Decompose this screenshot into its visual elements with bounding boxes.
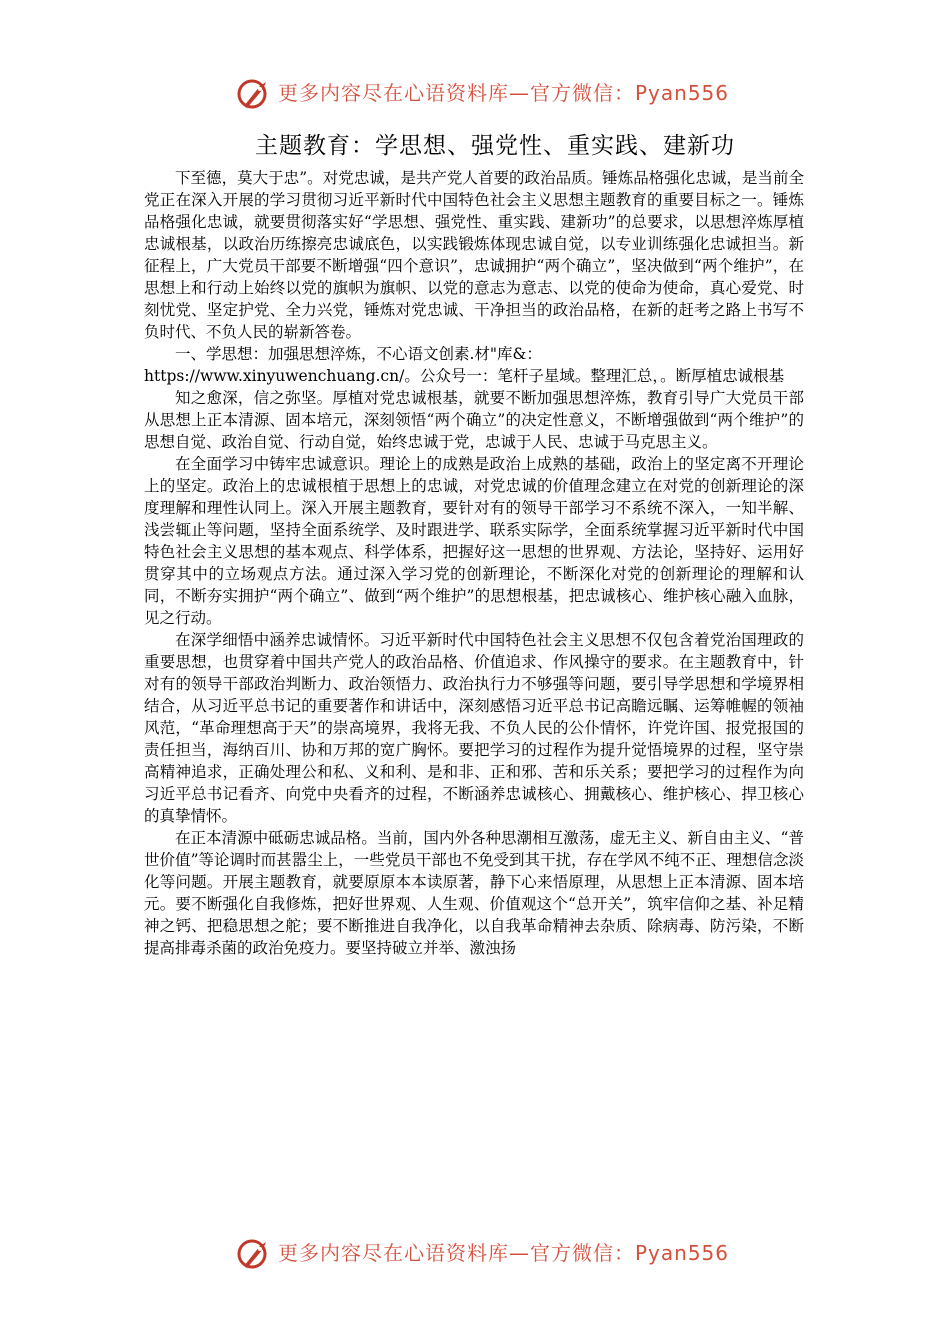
paragraph: 在全面学习中铸牢忠诚意识。理论上的成熟是政治上成熟的基础，政治上的坚定离不开理论上的坚定。政治上的忠诚根植于思想上的忠诚，对党忠诚的价值理念建立在对党的创新理论的深度理解和理性认同上。深入开展主题教育，要针对有的领导干部学习不系统不深入，一知半解、浅尝辄止等问题，坚持全面系统学、及时跟进学、联系实际学，全面系统掌握习近平新时代中国特色社会主义思想的基本观点、科学体系，把握好这一思想的世界观、方法论，坚持好、运用好贯穿其中的立场观点方法。通过深入学习党的创新理论，不断深化对党的创新理论的理解和认同，不断夯实拥护“两个确立”、做到“两个维护”的思想根基，把忠诚核心、维护核心融入血脉，见之行动。 bbox=[144, 455, 804, 627]
paragraph: 知之愈深，信之弥坚。厚植对党忠诚根基，就要不断加强思想淬炼，教育引导广大党员干部从思想上正本清源、固本培元，深刻领悟“两个确立”的决定性意义，不断增强做到“两个维护”的思想自觉、政治自觉、行动自觉，始终忠诚于党，忠诚于人民、忠诚于马克思主义。 bbox=[144, 389, 804, 451]
paragraph: 在深学细悟中涵养忠诚情怀。习近平新时代中国特色社会主义思想不仅包含着党治国理政的重要思想，也贯穿着中国共产党人的政治品格、价值追求、作风操守的要求。在主题教育中，针对有的领导干部政治判断力、政治领悟力、政治执行力不够强等问题，要引导学思想和学境界相结合，从习近平总书记的重要著作和讲话中，深刻感悟习近平总书记高瞻远瞩、运筹帷幄的领袖风范，“革命理想高于天”的崇高境界，我将无我、不负人民的公仆情怀，许党许国、报党报国的责任担当，海纳百川、协和万邦的宽广胸怀。要把学习的过程作为提升觉悟境界的过程，坚守崇高精神追求，正确处理公和私、义和利、是和非、正和邪、苦和乐关系；要把学习的过程作为向习近平总书记看齐、向党中央看齐的过程，不断涵养忠诚核心、拥戴核心、维护核心、捍卫核心的真挚情怀。 bbox=[144, 631, 804, 825]
fountain-pen-logo-icon bbox=[236, 1236, 272, 1272]
document-body bbox=[144, 167, 804, 959]
footer-watermark-banner bbox=[0, 1234, 950, 1274]
fountain-pen-logo-icon bbox=[236, 76, 272, 112]
watermark-text: 更多内容尽在心语资料库—官方微信：Pyan556 bbox=[278, 81, 730, 105]
paragraph: 在正本清源中砥砺忠诚品格。当前，国内外各种思潮相互激荡，虚无主义、新自由主义、“普世价值”等论调时而甚嚣尘上，一些党员干部也不免受到其干扰，存在学风不纯不正、理想信念淡化等问题。开展主题教育，就要原原本本读原著，静下心来悟原理，从思想上正本清源、固本培元。要不断强化自我修炼，把好世界观、人生观、价值观这个“总开关”，筑牢信仰之基、补足精神之钙、把稳思想之舵；要不断推进自我净化，以自我革命精神去杂质、除病毒、防污染，不断提高排毒杀菌的政治免疫力。要坚持破立并举、激浊扬 bbox=[144, 829, 804, 957]
document-title: 主题教育：学思想、强党性、重实践、建新功 bbox=[255, 133, 735, 159]
watermark-text: 更多内容尽在心语资料库—官方微信：Pyan556 bbox=[278, 1241, 730, 1265]
header-watermark-banner bbox=[0, 74, 950, 114]
paragraph-intro: 下至德，莫大于忠”。对党忠诚，是共产党人首要的政治品质。锤炼品格强化忠诚，是当前全党正在深入开展的学习贯彻习近平新时代中国特色社会主义思想主题教育的重要目标之一。锤炼品格强化忠诚，就要贯彻落实好“学思想、强党性、重实践、建新功”的总要求，以思想淬炼厚植忠诚根基，以政治历练擦亮忠诚底色，以实践锻炼体现忠诚自觉，以专业训练强化忠诚担当。新征程上，广大党员干部要不断增强“四个意识”，忠诚拥护“两个确立”，坚决做到“两个维护”，在思想上和行动上始终以党的旗帜为旗帜、以党的意志为意志、以党的使命为使命，真心爱党、时刻忧党、坚定护党、全力兴党，锤炼对党忠诚、干净担当的政治品格，在新的赶考之路上书写不负时代、不负人民的崭新答卷。 bbox=[144, 169, 804, 341]
section-heading-1: 一、学思想：加强思想淬炼，不心语文创素.材"库&：https://www.xinyuwenchuang.cn/。公众号一：笔杆子星域。整理汇总，。断厚植忠诚根基 bbox=[144, 345, 785, 385]
